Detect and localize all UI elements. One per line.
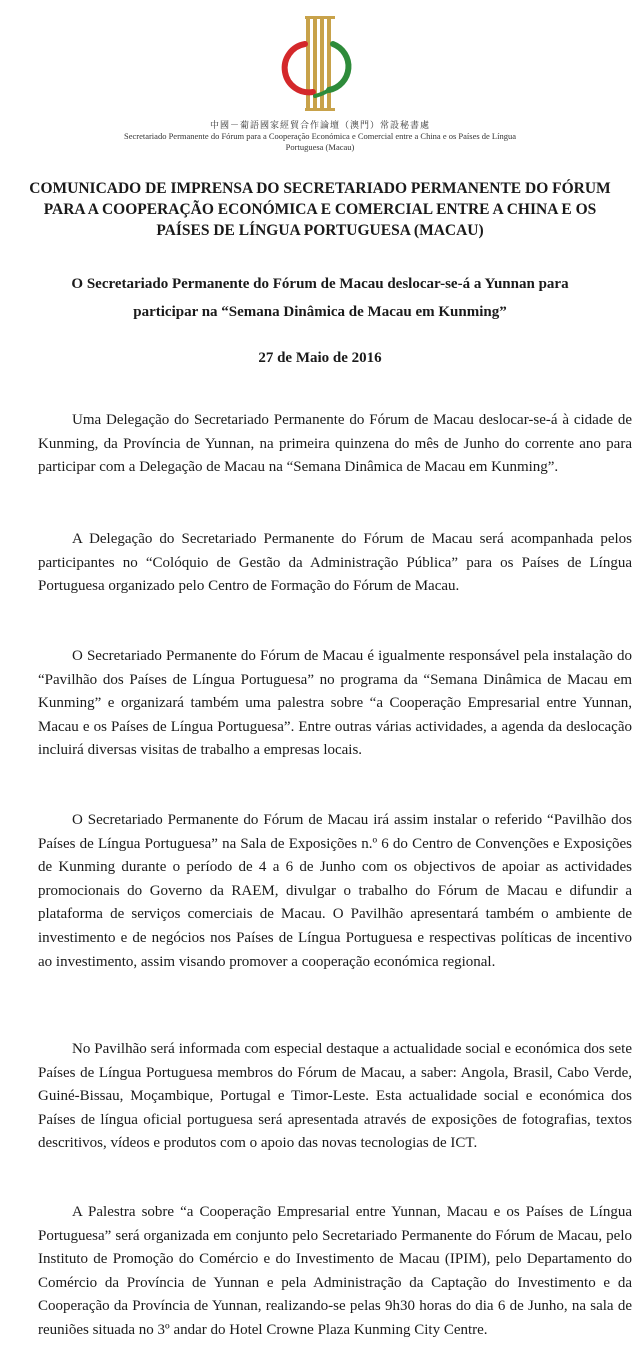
forum-logo (0, 14, 640, 116)
organization-name-chinese: 中國－葡語國家經貿合作論壇（澳門）常設秘書處 (209, 120, 430, 130)
organization-name-portuguese: Secretariado Permanente do Fórum para a Cooperação Económica e Comercial entre a China e os Países de Língua Portuguesa (Macau) (123, 131, 517, 152)
body-paragraph: O Secretariado Permanente do Fórum de Macau irá assim instalar o referido “Pavilhão dos Países de Língua Portuguesa” na Sala de Exposições n.º 6 do Centro de Convenções e Exposições de Kunming durante o período de 4 a 6 de Junho com os objectivos de apoiar as actividades promocionais do Governo da RAEM, divulgar o trabalho do Fórum de Macau e difundir a plataforma de serviços comerciais de Macau. O Pavilhão apresentará também o ambiente de investimento e de negócios nos Países de Língua Portuguesa e respectivas políticas de incentivo ao investimento, assim visando promover a cooperação económica regional. (38, 812, 632, 970)
press-release-date: 27 de Maio de 2016 (258, 350, 382, 366)
body-paragraph: Uma Delegação do Secretariado Permanente do Fórum de Macau deslocar-se-á à cidade de Kunming, da Província de Yunnan, na primeira quinzena do mês de Junho do corrente ano para participar com a Delegação de Macau na “Semana Dinâmica de Macau em Kunming”. (38, 412, 632, 476)
press-release-headline: COMUNICADO DE IMPRENSA DO SECRETARIADO PERMANENTE DO FÓRUM PARA A COOPERAÇÃO ECONÓMICA E COMERCIAL ENTRE A CHINA E OS PAÍSES DE LÍNGUA PORTUGUESA (MACAU) (29, 180, 611, 239)
press-release-subtitle: O Secretariado Permanente do Fórum de Macau deslocar-se-á a Yunnan para participar na “Semana Dinâmica de Macau em Kunming” (71, 276, 569, 320)
body-paragraph: A Delegação do Secretariado Permanente do Fórum de Macau será acompanhada pelos participantes no “Colóquio de Gestão da Administração Pública” para os Países de Língua Portuguesa organizado pelo Centro de Formação do Fórum de Macau. (38, 531, 632, 595)
body-paragraph: A Palestra sobre “a Cooperação Empresarial entre Yunnan, Macau e os Países de Língua Portuguesa” será organizada em conjunto pelo Secretariado Permanente do Fórum de Macau, pelo Instituto de Promoção do Comércio e do Investimento de Macau (IPIM), pelo Departamento do Comércio da Província de Yunnan e pela Administração da Captação do Investimento e da Cooperação da Província de Yunnan, realizando-se pelas 9h30 horas do dia 6 de Junho, na sala de reuniões situada no 3º andar do Hotel Crowne Plaza Kunming City Centre. (38, 1204, 632, 1338)
forum-logo-icon (275, 14, 365, 114)
body-paragraph: No Pavilhão será informada com especial destaque a actualidade social e económica dos sete Países de Língua Portuguesa membros do Fórum de Macau, a saber: Angola, Brasil, Cabo Verde, Guiné-Bissau, Moçambique, Portugal e Timor-Leste. Esta actualidade social e económica dos Países de língua oficial portuguesa será apresentada através de exposições de fotografias, textos descritivos, vídeos e produtos com o apoio das novas tecnologias de ICT. (38, 1041, 632, 1152)
body-paragraph: O Secretariado Permanente do Fórum de Macau é igualmente responsável pela instalação do “Pavilhão dos Países de Língua Portuguesa” no programa da “Semana Dinâmica de Macau em Kunming” e organizará também uma palestra sobre “a Cooperação Empresarial entre Yunnan, Macau e os Países de Língua Portuguesa”. Entre outras várias actividades, a agenda da deslocação incluirá diversas visitas de trabalho a empresas locais. (38, 648, 632, 759)
